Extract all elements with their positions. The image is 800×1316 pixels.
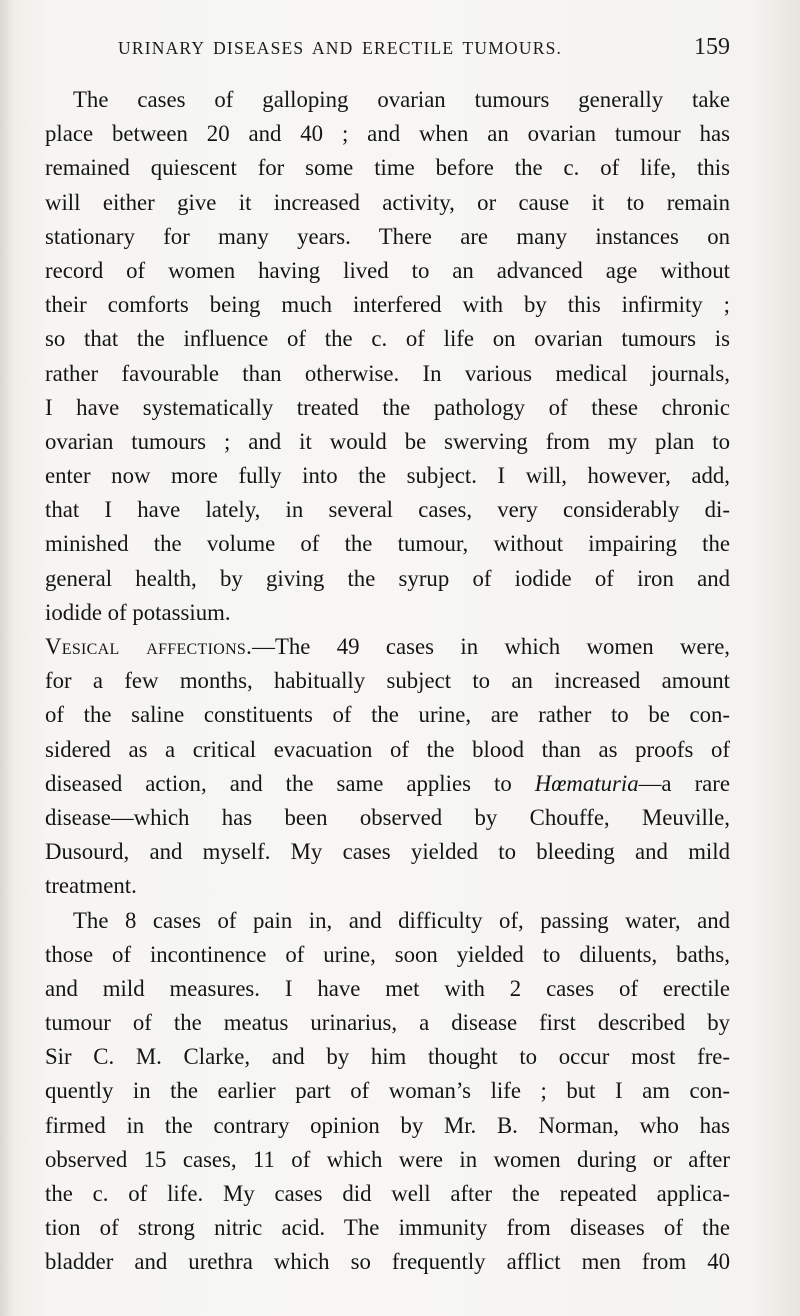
text-line: the c. of life. My cases did well after the repeated applica-	[45, 1181, 730, 1206]
text-line: tumour of the meatus urinarius, a disease first described by	[45, 1010, 730, 1036]
text-line: disease—which has been observed by Chouffe, Meuville,	[45, 804, 730, 830]
text-line: remained quiescent for some time before the c. of life, this	[45, 155, 730, 181]
text-line: ovarian tumours ; and it would be swerving from my plan to	[45, 428, 730, 454]
text-run: —a rare	[638, 770, 730, 796]
page-number: 159	[694, 34, 730, 60]
text-line: quently in the earlier part of woman’s life ; but I am con-	[45, 1078, 730, 1104]
text-line: enter now more fully into the subject. I will, however, add,	[45, 463, 730, 489]
text-line: rather favourable than otherwise. In various medical journals,	[45, 360, 730, 386]
text-line: those of incontinence of urine, soon yielded to diluents, baths,	[45, 941, 730, 967]
text-line: Dusourd, and myself. My cases yielded to bleeding and mild	[45, 839, 730, 865]
text-line: iodide of potassium.	[45, 599, 231, 625]
text-line: treatment.	[45, 873, 137, 899]
text-line: tion of strong nitric acid. The immunity from diseases of the	[45, 1215, 730, 1241]
text-run: diseased action, and the same applies to	[45, 770, 535, 796]
text-line: bladder and urethra which so frequently afflict men from 40	[45, 1249, 730, 1275]
text-line	[45, 767, 730, 801]
text-line: will either give it increased activity, or cause it to remain	[45, 189, 730, 215]
running-title: URINARY DISEASES AND ERECTILE TUMOURS.	[118, 38, 563, 58]
text-line: record of women having lived to an advanced age without	[45, 257, 730, 283]
text-line: general health, by giving the syrup of iodide of iron and	[45, 565, 730, 591]
text-line: their comforts being much interfered with by this infirmity ;	[45, 292, 730, 318]
text-line: sidered as a critical evacuation of the blood than as proofs of	[45, 736, 730, 762]
text-line: firmed in the contrary opinion by Mr. B. Norman, who has	[45, 1112, 730, 1138]
text-line: Sir C. M. Clarke, and by him thought to occur most fre-	[45, 1044, 730, 1070]
page-gutter-shadow	[0, 0, 14, 1316]
body-text	[45, 83, 730, 1280]
page-header	[118, 34, 730, 68]
text-line: so that the influence of the c. of life on ovarian tumours is	[45, 326, 730, 352]
text-line: stationary for many years. There are many instances on	[45, 223, 730, 249]
text-line: observed 15 cases, 11 of which were in women during or after	[45, 1146, 730, 1172]
text-run: —The 49 cases in which women were,	[252, 634, 730, 659]
text-line: and mild measures. I have met with 2 cases of erectile	[45, 975, 730, 1001]
text-line: for a few months, habitually subject to an increased amount	[45, 668, 730, 694]
italic-term: Hœmaturia	[534, 770, 639, 796]
text-line	[45, 630, 730, 664]
text-line: minished the volume of the tumour, without impairing the	[45, 531, 730, 557]
text-line: The 8 cases of pain in, and difficulty of, passing water, and	[73, 907, 730, 933]
text-line: The cases of galloping ovarian tumours generally take	[73, 87, 730, 112]
section-heading: Vesical affections.	[45, 634, 253, 659]
text-line: of the saline constituents of the urine, are rather to be con-	[45, 702, 730, 728]
text-line: that I have lately, in several cases, very considerably di-	[45, 497, 730, 523]
text-line: I have systematically treated the pathology of these chronic	[45, 394, 730, 420]
text-line: place between 20 and 40 ; and when an ovarian tumour has	[45, 121, 730, 147]
